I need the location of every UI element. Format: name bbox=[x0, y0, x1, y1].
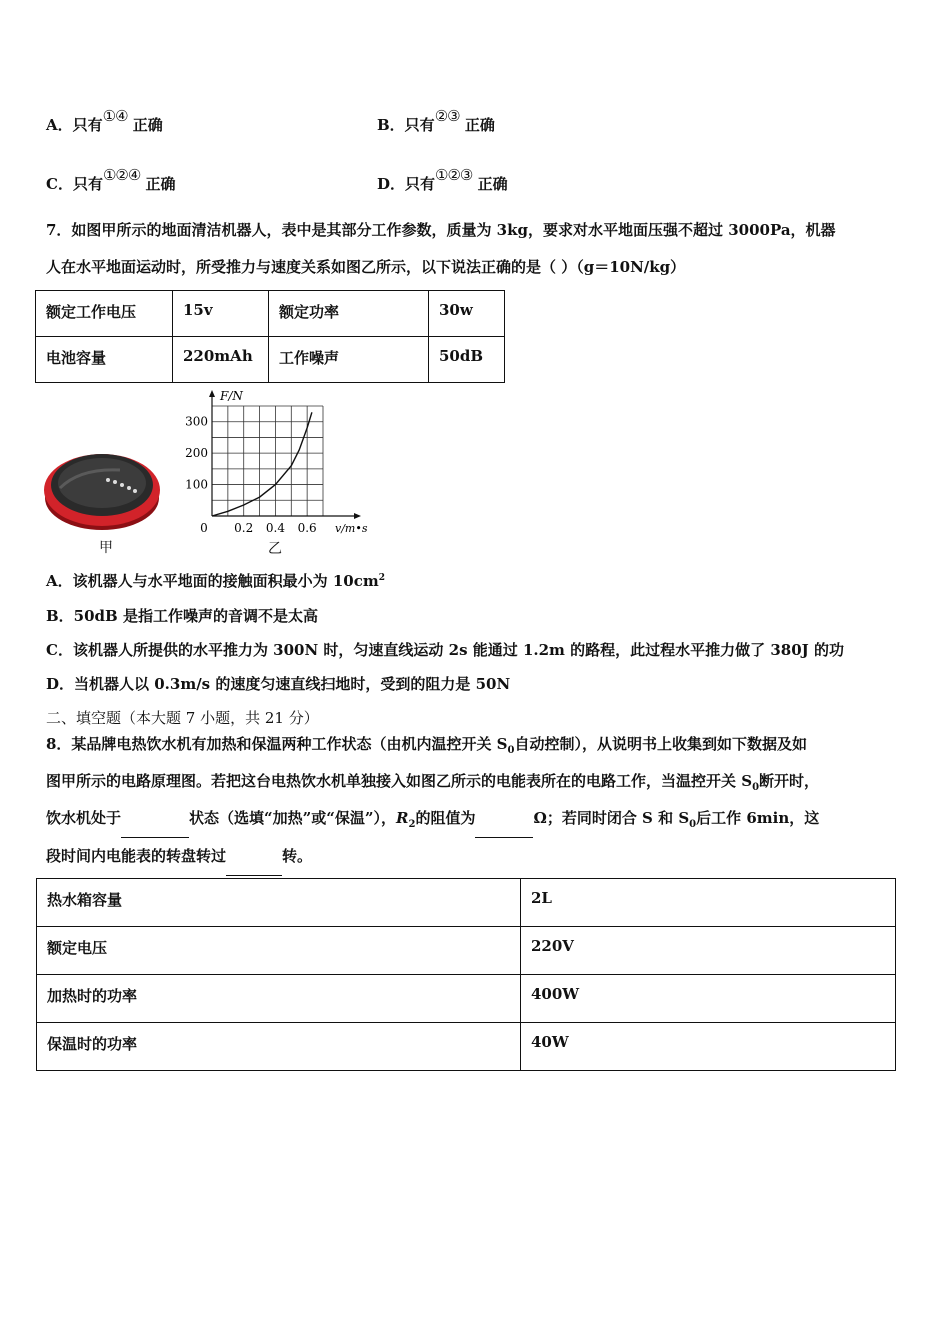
table-row bbox=[37, 879, 896, 927]
table-cell: 额定电压 bbox=[37, 927, 521, 975]
table-cell: 2L bbox=[521, 879, 896, 927]
x-tick-label: 0.2 bbox=[234, 521, 254, 535]
fig-yi-label: 乙 bbox=[268, 541, 282, 557]
table-row bbox=[36, 291, 505, 337]
table-cell: 保温时的功率 bbox=[37, 1023, 521, 1071]
section-heading: 二、填空题（本大题 7 小题，共 21 分） bbox=[46, 709, 319, 727]
table-cell: 15v bbox=[173, 291, 269, 337]
table-row bbox=[36, 337, 505, 383]
option-7d: D．当机器人以 0.3m/s 的速度匀速直线扫地时，受到的阻力是 50N bbox=[46, 675, 511, 693]
option-6b: B．只有②③ 正确 bbox=[377, 107, 495, 134]
q7-line2: 人在水平地面运动时，所受推力与速度关系如图乙所示，以下说法正确的是（ ）（g＝10N/kg） bbox=[46, 258, 686, 276]
water-dispenser-table bbox=[36, 878, 896, 1071]
table-cell: 220mAh bbox=[173, 337, 269, 383]
table-row bbox=[37, 927, 896, 975]
q7-line1: 7．如图甲所示的地面清洁机器人，表中是其部分工作参数，质量为 3kg，要求对水平地面压强不超过 3000Pa，机器 bbox=[46, 221, 836, 239]
y-axis-arrow bbox=[209, 390, 215, 397]
table-cell: 30w bbox=[429, 291, 505, 337]
table-cell: 额定功率 bbox=[269, 291, 429, 337]
force-velocity-chart bbox=[180, 388, 380, 536]
table-row bbox=[37, 1023, 896, 1071]
table-cell: 加热时的功率 bbox=[37, 975, 521, 1023]
answer-blank-2[interactable] bbox=[475, 800, 533, 838]
y-tick-label: 100 bbox=[185, 477, 208, 492]
x-tick-label: 0.4 bbox=[265, 521, 285, 535]
y-tick-label: 200 bbox=[185, 446, 208, 461]
option-7c: C．该机器人所提供的水平推力为 300N 时，匀速直线运动 2s 能通过 1.2m 的路程，此过程水平推力做了 380J 的功 bbox=[46, 641, 844, 659]
option-6c: C．只有①②④ 正确 bbox=[46, 166, 176, 193]
q8-line4: 段时间内电能表的转盘转过 转。 bbox=[46, 838, 312, 876]
y-axis-label: F/N bbox=[220, 389, 243, 403]
q8-line3: 饮水机处于 状态（选填“加热”或“保温”），$R_2$的阻值为 Ω；若同时闭合 S 和 $S_0$后工作 6min，这 bbox=[46, 800, 819, 843]
table-cell: 工作噪声 bbox=[269, 337, 429, 383]
option-7a: A．该机器人与水平地面的接触面积最小为 $10cm^2$ bbox=[46, 572, 386, 590]
y-tick-label: 300 bbox=[185, 414, 208, 429]
table-cell: 额定工作电压 bbox=[36, 291, 173, 337]
table-cell: 40W bbox=[521, 1023, 896, 1071]
q8-line2: 图甲所示的电路原理图。若把这台电热饮水机单独接入如图乙所示的电能表所在的电路工作，当温控开关 $S_0$断开时， bbox=[46, 772, 820, 793]
robot-cleaner-illustration bbox=[40, 438, 165, 533]
table-cell: 400W bbox=[521, 975, 896, 1023]
x-axis-label: v/m•s bbox=[335, 522, 368, 535]
option-6a: A．只有①④ 正确 bbox=[46, 107, 163, 134]
robot-params-table bbox=[35, 290, 505, 383]
x-tick-label: 0 bbox=[200, 521, 208, 535]
table-cell: 热水箱容量 bbox=[37, 879, 521, 927]
fig-jia-label: 甲 bbox=[99, 540, 113, 556]
table-cell: 50dB bbox=[429, 337, 505, 383]
option-7b: B．50dB 是指工作噪声的音调不是太高 bbox=[46, 607, 318, 625]
table-row bbox=[37, 975, 896, 1023]
answer-blank-3[interactable] bbox=[226, 838, 282, 876]
option-6d: D．只有①②③ 正确 bbox=[377, 166, 508, 193]
x-axis-arrow bbox=[354, 513, 361, 519]
x-tick-label: 0.6 bbox=[297, 521, 317, 535]
answer-blank-1[interactable] bbox=[121, 800, 189, 838]
table-cell: 电池容量 bbox=[36, 337, 173, 383]
q8-line1: 8．某品牌电热饮水机有加热和保温两种工作状态（由机内温控开关 $S_0$自动控制），从说明书上收集到如下数据及如 bbox=[46, 735, 807, 756]
table-cell: 220V bbox=[521, 927, 896, 975]
